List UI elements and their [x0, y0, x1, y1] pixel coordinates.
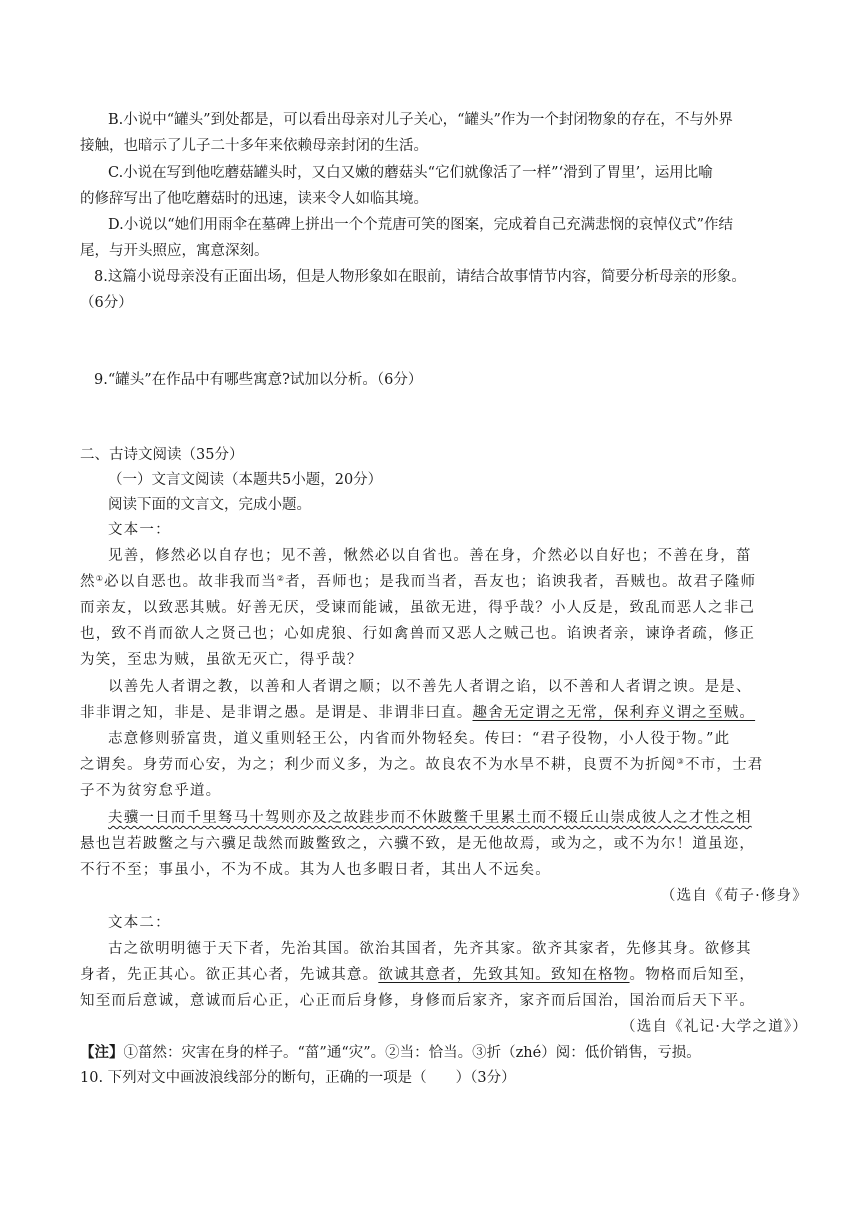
text2-line2: [80, 965, 755, 985]
q7-option-c-line2: 的修辞写出了他吃蘑菇时的迅速，读来令人如临其境。: [80, 191, 428, 207]
text1-p1-line2: [80, 572, 756, 592]
text1-p1-line1: 见善，修然必以自存也；见不善，愀然必以自省也。善在身，介然必以自好也；不善在身，菑: [108, 548, 752, 564]
text1-p3-line2: [80, 755, 763, 775]
subsection-title: （一）文言文阅读（本题共5小题，20分）: [108, 472, 383, 488]
text2-line1: 古之欲明明德于天下者，先治其国。欲治其国者，先齐其家。欲齐其家者，先修其身。欲修其: [108, 941, 752, 957]
text1-p1-line3: 而亲友，以致恶其贼。好善无厌，受谏而能诫，虽欲无进，得乎哉？小人反是，致乱而恶人之非己: [80, 600, 756, 616]
text1-p3-line3: 子不为贫穷怠乎道。: [80, 783, 222, 799]
text1-p4-line1: [108, 808, 752, 828]
text1-p3-line1: 志意修则骄富贵，道义重则轻王公，内省而外物轻矣。传曰：“君子役物，小人役于物。”此: [108, 731, 731, 747]
q8-prompt-line1: 8.这篇小说母亲没有正面出场，但是人物形象如在眼前，请结合故事情节内容，简要分析母亲的形象。: [94, 269, 746, 285]
text1-p1-line4: 也，致不肖而欲人之贤己也；心如虎狼、行如禽兽而又恶人之贼己也。谄谀者亲，谏诤者疏，修正: [80, 626, 756, 642]
q9-prompt: 9.“罐头”在作品中有哪些寓意?试加以分析。（6分）: [94, 372, 423, 388]
wavy-underline-passage-line2: 悬也岂若跛鳖之与六骥足哉然而跛鳖致之，六骥不致，是无他故焉，或为之，或不为尔！道虽迩，: [80, 836, 756, 852]
q7-option-d-line2: 尾，与开头照应，寓意深刻。: [80, 243, 269, 259]
text1-label: 文本一：: [108, 522, 171, 538]
text1-p2-line1: 以善先人者谓之教，以善和人者谓之顺；以不善先人者谓之谄，以不善和人者谓之谀。是是、: [108, 679, 752, 695]
footnote-marker-3: ③: [676, 757, 685, 766]
text1-p2-line2: [80, 703, 755, 723]
reading-instruction: 阅读下面的文言文，完成小题。: [108, 497, 311, 513]
section-title: 二、古诗文阅读（35分）: [80, 447, 244, 463]
wavy-underline-passage-line1: 夫骥一日而千里驽马十驾则亦及之故跬步而不休跛鳖千里累土而不辍丘山崇成彼人之才性之相: [108, 810, 752, 826]
note-text: ①菑然：灾害在身的样子。“菑”通“灾”。②当：恰当。③折（zhé）阅：低价销售，亏损。: [123, 1045, 701, 1061]
text2-source: （选自《礼记·大学之道》）: [621, 1019, 808, 1035]
text1-p1-line2-c: 者，吾师也；是我而当者，吾友也；谄谀我者，吾贼也。故君子隆师: [285, 574, 757, 590]
text1-p3-line2-b: 不市，士君: [684, 757, 764, 773]
q7-option-b-line2: 接触，也暗示了儿子二十多年来依赖母亲封闭的生活。: [80, 138, 428, 154]
q8-prompt-line2: （6分）: [80, 295, 133, 311]
note-label: 【注】: [80, 1044, 124, 1061]
text1-p4-line2: [80, 834, 755, 854]
text2-line2-b: 。物格而后知至，: [629, 967, 756, 983]
q7-option-d-line1: D.小说以“她们用雨伞在墓碑上拼出一个个荒唐可笑的图案，完成着自己充满悲悯的哀悼仪式”作结: [108, 217, 734, 233]
text2-line3: 知至而后意诚，意诚而后心正，心正而后身修，身修而后家齐，家齐而后国治，国治而后天下平。: [80, 993, 756, 1009]
footnote-marker-2: ②: [276, 574, 286, 583]
footnote-marker-1: ①: [95, 574, 105, 583]
q7-option-c-line1: C.小说在写到他吃蘑菇罐头时，又白又嫩的蘑菇头“它们就像活了一样”‘滑到了胃里’，运用比喻: [108, 165, 713, 181]
text1-p1-line2-b: 必以自恶也。故非我而当: [104, 574, 277, 590]
underlined-sentence-1: 趣舍无定谓之无常，保利弃义谓之至贼。: [472, 705, 756, 721]
text1-p1-line2-a: 然: [80, 574, 96, 590]
q7-option-b-line1: B.小说中“罐头”到处都是，可以看出母亲对儿子关心，“罐头”作为一个封闭物象的存在，不与外界: [108, 112, 733, 128]
annotation-note: [80, 1043, 701, 1063]
text2-label: 文本二：: [108, 915, 171, 931]
text1-p1-line5: 为笑，至忠为贼，虽欲无灭亡，得乎哉？: [80, 652, 363, 668]
q10-prompt: 10. 下列对文中画波浪线部分的断句，正确的一项是（ ）（3分）: [80, 1070, 516, 1086]
text1-p2-line2-a: 非非谓之知，非是、是非谓之愚。是谓是、非谓非曰直。: [80, 705, 473, 721]
text1-p4-line3: 不行不至；事虽小，不为不成。其为人也多暇日者，其出人不远矣。: [80, 862, 551, 878]
text1-source: （选自《荀子·修身》: [660, 888, 808, 904]
text2-line2-a: 身者，先正其心。欲正其心者，先诚其意。: [80, 967, 379, 983]
underlined-sentence-2: 欲诚其意者，先致其知。致知在格物: [378, 967, 630, 983]
text1-p3-line2-a: 之谓矣。身劳而心安，为之；利少而义多，为之。故良农不为水旱不耕，良贾不为折阅: [80, 757, 677, 773]
